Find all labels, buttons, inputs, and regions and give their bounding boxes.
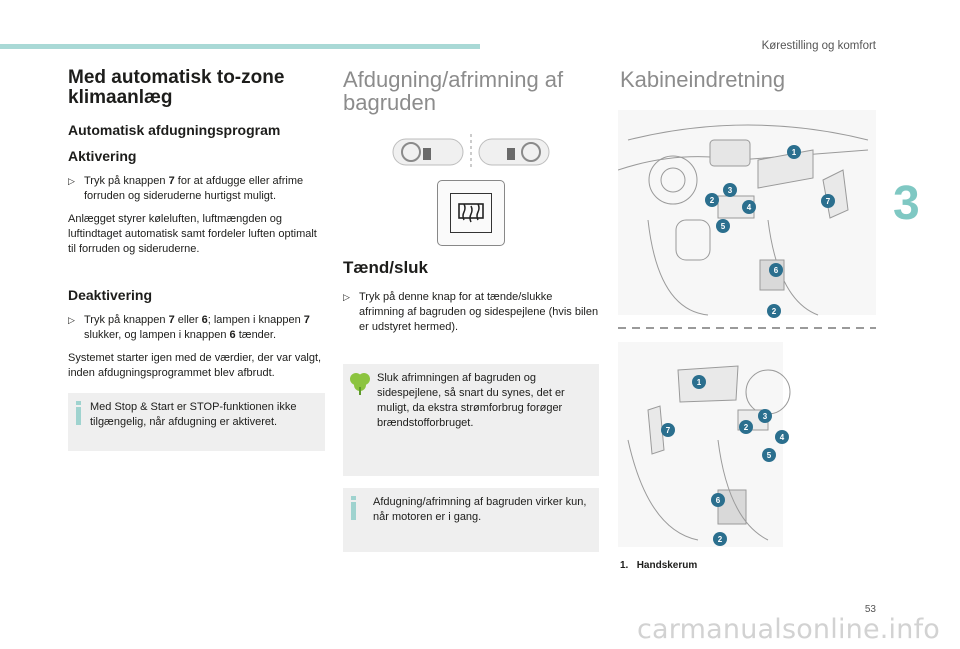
watermark: carmanualsonline.info: [637, 614, 940, 645]
deactivation-paragraph: Systemet starter igen med de værdier, der var valgt, inden afdugningsprogrammet blev afbrudt.: [68, 352, 322, 379]
callout-label: 5: [720, 222, 726, 231]
onoff-bullet: ▷ Tryk på denne knap for at tænde/slukke afrimning af bagruden og sidespejlene (hvis bilen er udstyret hermed).: [343, 291, 599, 333]
onoff-heading: Tænd/sluk: [343, 258, 429, 277]
callout-label: 7: [665, 426, 671, 435]
callout-label: 3: [762, 412, 768, 421]
bullet-marker-icon: ▷: [343, 292, 350, 302]
callout-label: 3: [727, 186, 733, 195]
callout-label: 6: [715, 496, 721, 505]
page-number: 53: [864, 604, 876, 615]
bullet-marker-icon: ▷: [68, 315, 75, 325]
callout-label: 4: [746, 203, 752, 212]
deactivation-bullet: ▷ Tryk på knappen 7 eller 6; lampen i knappen 7 slukker, og lampen i knappen 6 tænder.: [68, 314, 310, 341]
activation-heading: Aktivering: [68, 148, 137, 164]
cabin-title: Kabineindretning: [620, 67, 786, 92]
legend-number: 1.: [620, 560, 629, 571]
chapter-number: 3: [893, 177, 920, 230]
callout-label: 6: [773, 266, 779, 275]
legend-item-1: [620, 560, 697, 571]
legend-label: Handskerum: [636, 560, 698, 571]
activation-bullet: ▷ Tryk på knappen 7 for at afdugge eller afrime forruden og sideruderne hurtigst muligt.: [68, 175, 304, 202]
rear-defrost-title: Afdugning/afrimning af bagruden: [343, 67, 564, 115]
callout-label: 1: [696, 378, 702, 387]
activation-paragraph: Anlægget styrer køleluften, luftmængden og luftindtaget automatisk samt fordeler luften optimalt til forruden og sideruderne.: [68, 213, 317, 255]
callout-label: 5: [766, 451, 772, 460]
engine-note: Afdugning/afrimning af bagruden virker kun, når motoren er i gang.: [343, 488, 599, 552]
callout-label: 2: [743, 423, 749, 432]
program-subtitle: Automatisk afdugningsprogram: [68, 122, 281, 138]
callout-label: 2: [709, 196, 715, 205]
callout-label: 2: [771, 307, 777, 316]
callout-label: 2: [717, 535, 723, 544]
climate-title: Med automatisk to-zone klimaanlæg: [68, 67, 285, 108]
section-header: Kørestilling og komfort: [761, 40, 876, 52]
bullet-marker-icon: ▷: [68, 176, 75, 186]
deactivation-heading: Deaktivering: [68, 287, 153, 303]
callout-label: 1: [791, 148, 797, 157]
stop-start-note: Med Stop & Start er STOP-funktionen ikke tilgængelig, når afdugning er aktiveret.: [68, 393, 325, 451]
callout-label: 4: [779, 433, 785, 442]
callout-label: 7: [825, 197, 831, 206]
eco-note: Sluk afrimningen af bagruden og sidespejlene, så snart du synes, det er muligt, da ekstra strømforbrug forøger brændstofforbruget.: [343, 364, 599, 476]
